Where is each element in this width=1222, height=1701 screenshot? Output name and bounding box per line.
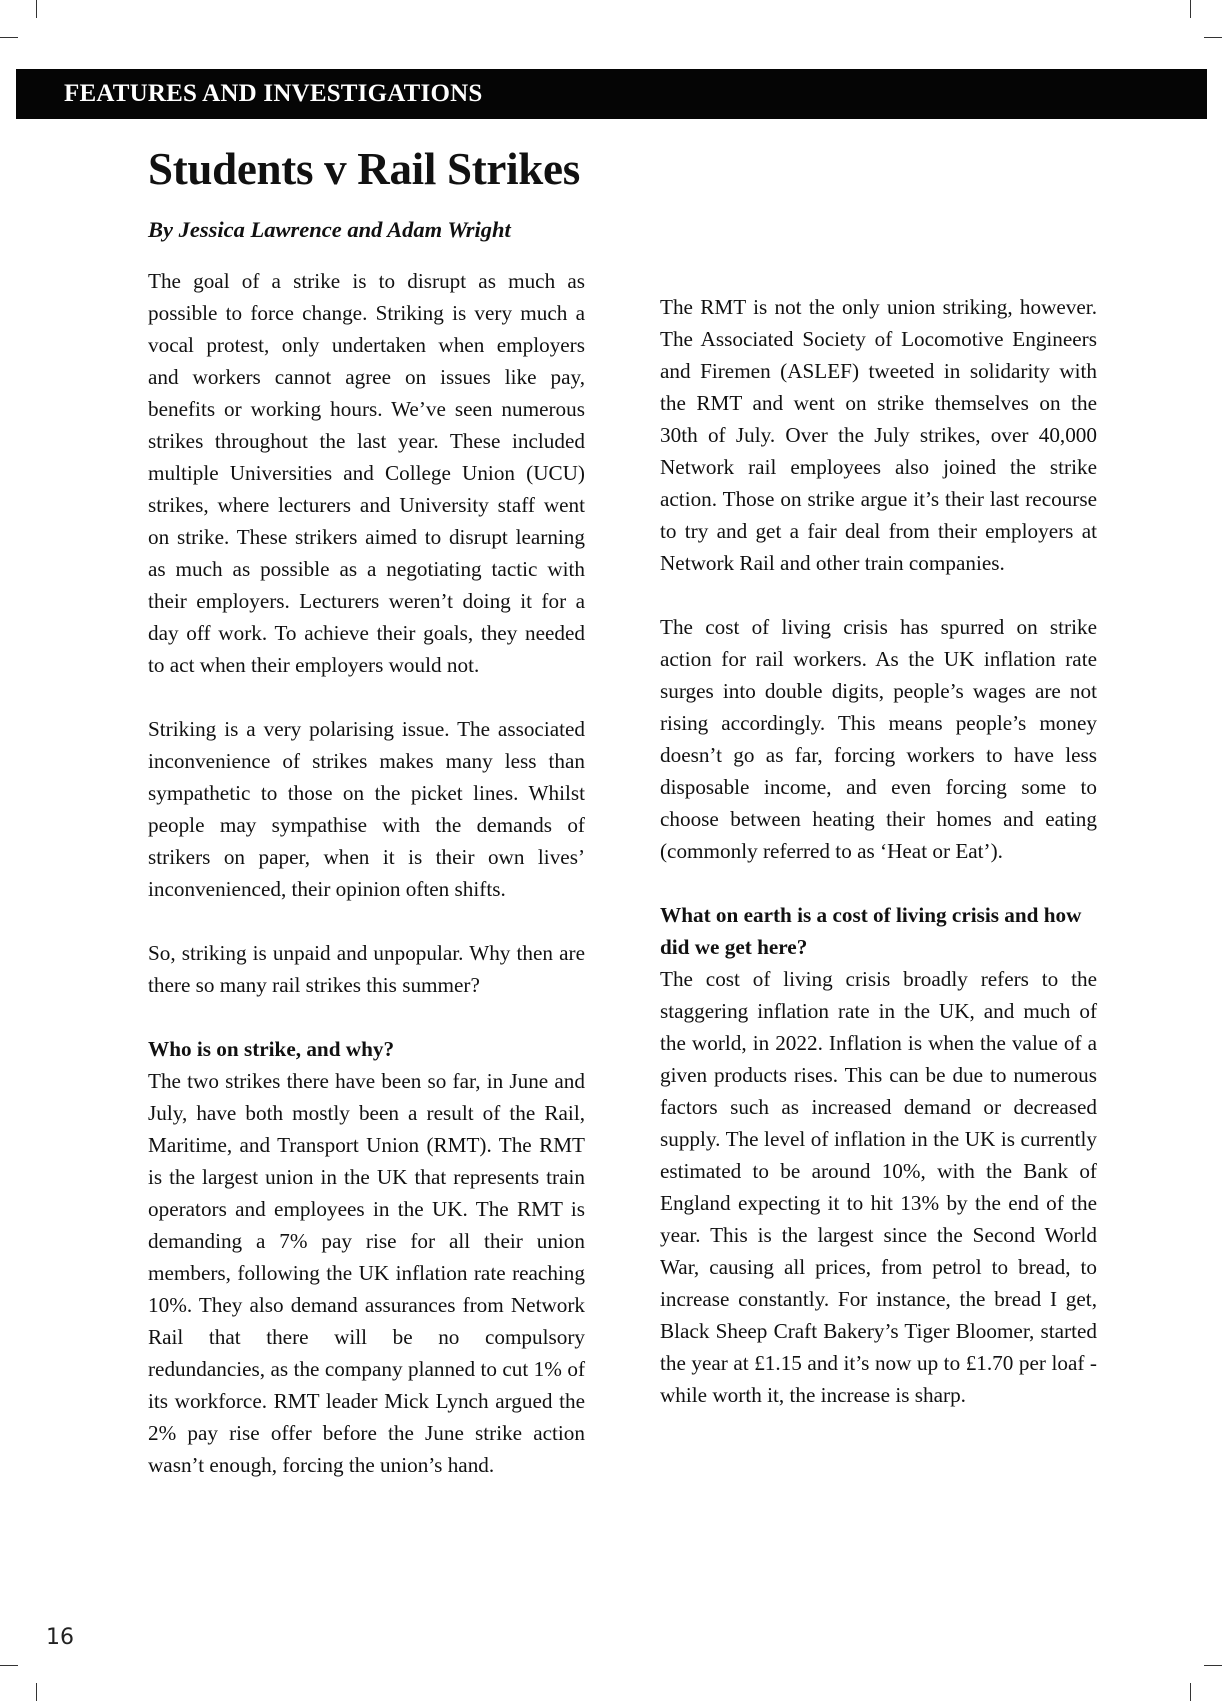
- crop-mark-bottom-left-horizontal: [0, 1665, 18, 1666]
- paragraph: The goal of a strike is to disrupt as much as possible to force change. Striking is very much a vocal protest, only undertaken when employers and workers cannot agree on issues like pay, benefits or working hours. We’ve seen numerous strikes throughout the last year. These included multiple Universities and College Union (UCU) strikes, where lecturers and University staff went on strike. These strikers aimed to disrupt learning as much as possible as a negotiating tactic with their employers. Lecturers weren’t doing it for a day off work. To achieve their goals, they needed to act when their employers would not.: [148, 269, 585, 677]
- paragraph: The RMT is not the only union striking, however. The Associated Society of Locomotive Engineers and Firemen (ASLEF) tweeted in solidarity with the RMT and went on strike themselves on the 30th of July. Over the July strikes, over 40,000 Network rail employees also joined the strike action. Those on strike argue it’s their last recourse to try and get a fair deal from their employers at Network Rail and other train companies.: [660, 295, 1097, 575]
- left-column: [148, 265, 585, 1481]
- crop-mark-bottom-right-vertical: [1190, 1683, 1191, 1701]
- page-number: 16: [46, 1625, 74, 1650]
- crop-mark-top-right-horizontal: [1204, 37, 1222, 38]
- subheading: What on earth is a cost of living crisis and how did we get here?: [660, 903, 1082, 959]
- section-header-bar: [16, 69, 1207, 119]
- section-label: FEATURES AND INVESTIGATIONS: [64, 80, 483, 107]
- paragraph: The two strikes there have been so far, in June and July, have both mostly been a result of the Rail, Maritime, and Transport Union (RMT). The RMT is the largest union in the UK that represents train operators and employees in the UK. The RMT is demanding a 7% pay rise for all their union members, following the UK inflation rate reaching 10%. They also demand assurances from Network Rail that there will be no compulsory redundancies, as the company planned to cut 1% of its workforce. RMT leader Mick Lynch argued the 2% pay rise offer before the June strike action wasn’t enough, forcing the union’s hand.: [148, 1069, 585, 1477]
- paragraph: So, striking is unpaid and unpopular. Why then are there so many rail strikes this summer?: [148, 941, 585, 997]
- right-column: [660, 291, 1097, 1411]
- article-byline: By Jessica Lawrence and Adam Wright: [148, 217, 511, 242]
- subheading: Who is on strike, and why?: [148, 1037, 395, 1061]
- paragraph: The cost of living crisis broadly refers to the staggering inflation rate in the UK, and much of the world, in 2022. Inflation is when the value of a given products rises. This can be due to numerous factors such as increased demand or decreased supply. The level of inflation in the UK is currently estimated to be around 10%, with the Bank of England expecting it to hit 13% by the end of the year. This is the largest since the Second World War, causing all prices, from petrol to bread, to increase constantly. For instance, the bread I get, Black Sheep Craft Bakery’s Tiger Bloomer, started the year at £1.15 and it’s now up to £1.70 per loaf - while worth it, the increase is sharp.: [660, 967, 1097, 1407]
- article-title: Students v Rail Strikes: [148, 144, 580, 194]
- crop-mark-bottom-right-horizontal: [1204, 1665, 1222, 1666]
- crop-mark-top-left-vertical: [36, 0, 37, 18]
- crop-mark-top-right-vertical: [1190, 0, 1191, 18]
- paragraph: The cost of living crisis has spurred on strike action for rail workers. As the UK inflation rate surges into double digits, people’s wages are not rising accordingly. This means people’s money doesn’t go as far, forcing workers to have less disposable income, and even forcing some to choose between heating their homes and eating (commonly referred to as ‘Heat or Eat’).: [660, 615, 1097, 863]
- crop-mark-top-left-horizontal: [0, 37, 18, 38]
- paragraph: Striking is a very polarising issue. The associated inconvenience of strikes makes many less than sympathetic to those on the picket lines. Whilst people may sympathise with the demands of strikers on paper, when it is their own lives’ inconvenienced, their opinion often shifts.: [148, 717, 585, 901]
- crop-mark-bottom-left-vertical: [36, 1683, 37, 1701]
